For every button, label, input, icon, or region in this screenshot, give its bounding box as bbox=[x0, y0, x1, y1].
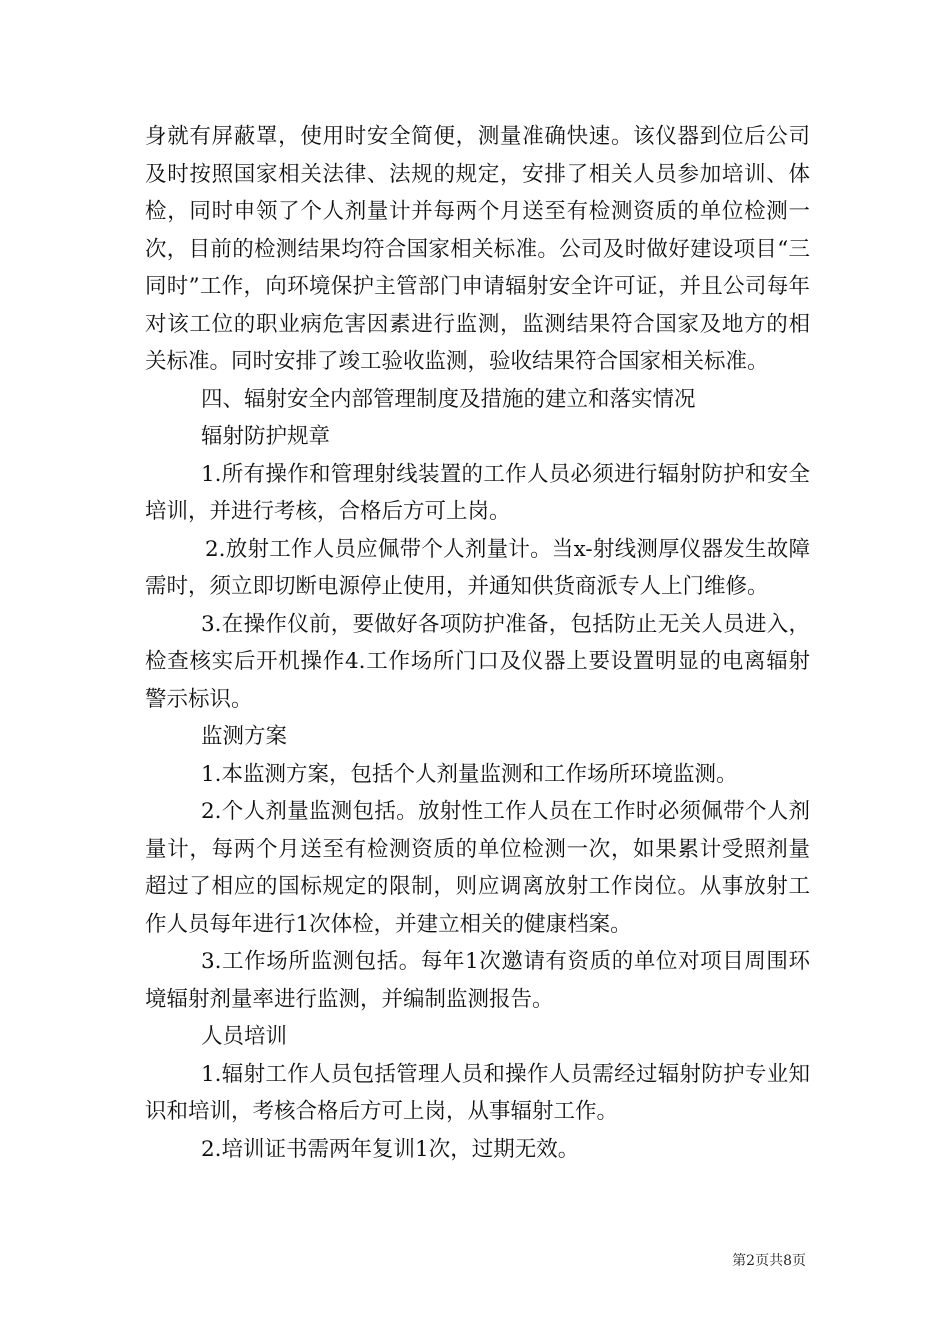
rule-item-1: 1.所有操作和管理射线装置的工作人员必须进行辐射防护和安全培训，并进行考核，合格后方可上岗。 bbox=[145, 461, 810, 524]
subheading-monitoring-plan: 监测方案 bbox=[201, 724, 288, 749]
training-item-1: 1.辐射工作人员包括管理人员和操作人员需经过辐射防护专业知识和培训，考核合格后方可上岗，从事辐射工作。 bbox=[145, 1061, 810, 1124]
section-heading-radiation-management: 四、辐射安全内部管理制度及措施的建立和落实情况 bbox=[201, 386, 696, 412]
rule-item-2: 2.放射工作人员应佩带个人剂量计。当x-射线测厚仪器发生故障需时，须立即切断电源停止使用，并通知供货商派专人上门维修。 bbox=[145, 536, 810, 599]
subheading-radiation-protection-rules: 辐射防护规章 bbox=[201, 424, 331, 449]
subheading-personnel-training: 人员培训 bbox=[201, 1024, 288, 1049]
rule-item-3-4: 3.在操作仪前，要做好各项防护准备，包括防止无关人员进入，检查核实后开机操作4.工作场所门口及仪器上要设置明显的电离辐射警示标识。 bbox=[145, 611, 810, 712]
monitoring-item-3: 3.工作场所监测包括。每年1次邀请有资质的单位对项目周围环境辐射剂量率进行监测，并编制监测报告。 bbox=[145, 949, 810, 1012]
training-item-2: 2.培训证书需两年复训1次，过期无效。 bbox=[201, 1136, 580, 1162]
monitoring-item-1: 1.本监测方案，包括个人剂量监测和工作场所环境监测。 bbox=[201, 761, 738, 787]
page-number: 第2页共8页 bbox=[732, 1253, 806, 1269]
document-body bbox=[145, 118, 810, 1168]
monitoring-item-2: 2.个人剂量监测包括。放射性工作人员在工作时必须佩带个人剂量计，每两个月送至有检测资质的单位检测一次，如果累计受照剂量超过了相应的国标规定的限制，则应调离放射工作岗位。从事放射工作人员每年进行1次体检，并建立相关的健康档案。 bbox=[145, 799, 810, 937]
paragraph-continuation: 身就有屏蔽罩，使用时安全简便，测量准确快速。该仪器到位后公司及时按照国家相关法律、法规的规定，安排了相关人员参加培训、体检，同时申领了个人剂量计并每两个月送至有检测资质的单位检测一次，目前的检测结果均符合国家相关标准。公司及时做好建设项目“三同时”工作，向环境保护主管部门申请辐射安全许可证，并且公司每年对该工位的职业病危害因素进行监测，监测结果符合国家及地方的相关标准。同时安排了竣工验收监测，验收结果符合国家相关标准。 bbox=[145, 124, 810, 374]
